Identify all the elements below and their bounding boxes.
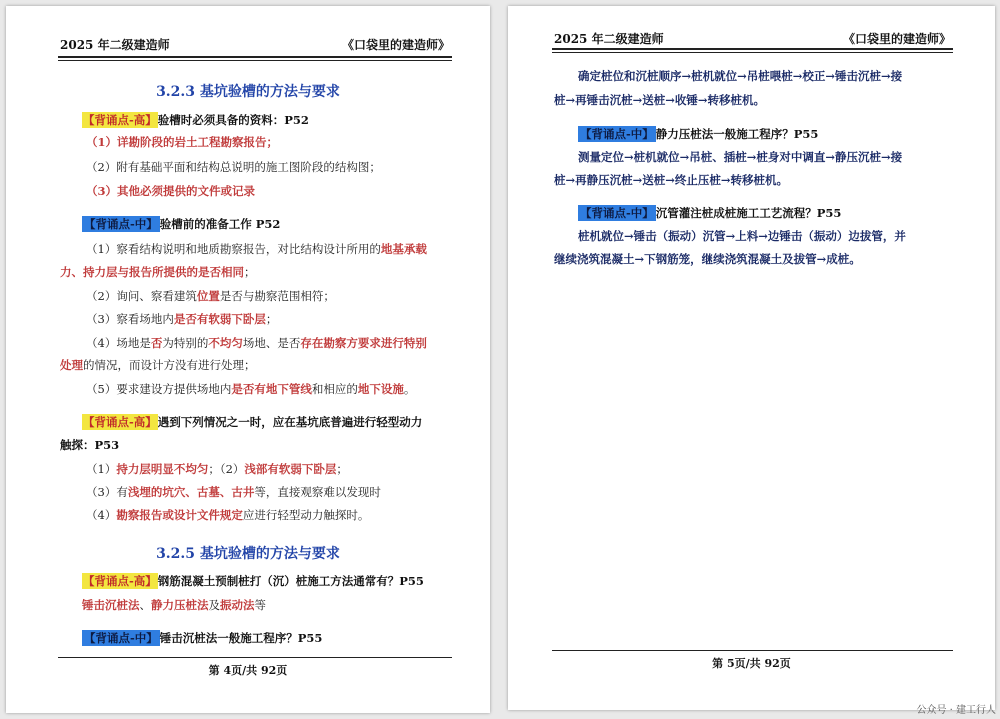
section-title-2: 3.2.5 基坑验槽的方法与要求 bbox=[156, 546, 340, 562]
priority-tag-medium: 【背诵点-中】 bbox=[84, 631, 158, 645]
list-item: （2）附有基础平面和结构总说明的施工图阶段的结构图； bbox=[86, 160, 381, 174]
list-item: （5）要求建设方提供场地内是否有地下管线和相应的地下设施。 bbox=[86, 382, 416, 396]
page-footer: 第 4页/共 92页 bbox=[208, 664, 288, 677]
priority-tag-medium: 【背诵点-中】 bbox=[84, 217, 158, 231]
paragraph-line: 桩→再锤击沉桩→送桩→收锤→转移桩机。 bbox=[554, 93, 766, 107]
priority-tag-medium: 【背诵点-中】 bbox=[580, 127, 654, 141]
list-item: （1）持力层明显不均匀；（2）浅部有软弱下卧层； bbox=[86, 462, 348, 476]
block-2-heading: 【背诵点-中】 验槽前的准备工作 P52 bbox=[84, 217, 281, 231]
block-2-heading: 【背诵点-中】 沉管灌注桩成桩施工工艺流程？P55 bbox=[580, 206, 842, 220]
block-5-heading: 【背诵点-中】 锤击沉桩法一般施工程序？P55 bbox=[84, 631, 323, 645]
list-item: （4）场地是否为特别的不均匀场地、是否存在勘察方要求进行特别 bbox=[86, 336, 427, 350]
priority-tag-high: 【背诵点-高】 bbox=[83, 574, 157, 588]
block-3-heading: 【背诵点-高】遇到下列情况之一时，应在基坑底普遍进行轻型动力 bbox=[83, 415, 423, 429]
header-rule bbox=[552, 48, 953, 50]
list-item: 力、持力层与报告所提供的是否相同； bbox=[60, 265, 256, 279]
block-3-heading-cont: 触探：P53 bbox=[60, 438, 120, 452]
list-item: （2）询问、察看建筑位置是否与勘察范围相符； bbox=[86, 289, 335, 303]
header-right: 《口袋里的建造师》 bbox=[341, 38, 450, 52]
paragraph-line: 继续浇筑混凝土→下钢筋笼，继续浇筑混凝土及拔管→成桩。 bbox=[554, 252, 861, 266]
block-4-heading: 【背诵点-高】钢筋混凝土预制桩打（沉）桩施工方法通常有？P55 bbox=[83, 574, 424, 588]
header-rule-thin bbox=[58, 60, 452, 61]
header-left: 2025 年二级建造师 bbox=[60, 38, 170, 52]
priority-tag-high: 【背诵点-高】 bbox=[83, 113, 157, 127]
list-item: 处理的情况，而设计方没有进行处理； bbox=[60, 358, 256, 372]
list-item: 锤击沉桩法、静力压桩法及振动法等 bbox=[82, 598, 266, 612]
paragraph-line: 测量定位→桩机就位→吊桩、插桩→桩身对中调直→静压沉桩→接 bbox=[578, 150, 903, 164]
paragraph-line: 桩→再静压沉桩→送桩→终止压桩→转移桩机。 bbox=[554, 173, 789, 187]
priority-tag-medium: 【背诵点-中】 bbox=[580, 206, 654, 220]
list-item: （1）察看结构说明和地质勘察报告，对比结构设计所用的地基承载 bbox=[86, 242, 427, 256]
page-5 bbox=[508, 6, 995, 710]
paragraph-line: 确定桩位和沉桩顺序→桩机就位→吊桩喂桩→校正→锤击沉桩→接 bbox=[578, 69, 903, 83]
block-1-heading: 【背诵点-高】验槽时必须具备的资料：P52 bbox=[83, 113, 309, 127]
list-item: （3）其他必须提供的文件或记录 bbox=[86, 184, 255, 198]
header-rule bbox=[58, 56, 452, 58]
list-item: （1）详勘阶段的岩土工程勘察报告； bbox=[86, 135, 278, 149]
page-4 bbox=[6, 6, 490, 713]
priority-tag-high: 【背诵点-高】 bbox=[83, 415, 157, 429]
footer-rule bbox=[58, 657, 452, 658]
list-item: （3）察看场地内是否有软弱下卧层； bbox=[86, 312, 278, 326]
header-left: 2025 年二级建造师 bbox=[554, 32, 664, 46]
header-rule-thin bbox=[552, 52, 953, 53]
watermark: 公众号 · 建工行人 bbox=[916, 705, 996, 716]
paragraph-line: 桩机就位→锤击（振动）沉管→上料→边锤击（振动）边拔管，并 bbox=[578, 229, 906, 243]
page-footer: 第 5页/共 92页 bbox=[712, 657, 791, 670]
footer-rule bbox=[552, 650, 953, 651]
list-item: （3）有浅埋的坑穴、古墓、古井等，直接观察难以发现时 bbox=[86, 485, 381, 499]
list-item: （4）勘察报告或设计文件规定应进行轻型动力触探时。 bbox=[86, 508, 370, 522]
header-right: 《口袋里的建造师》 bbox=[842, 32, 951, 46]
block-1-heading: 【背诵点-中】 静力压桩法一般施工程序？P55 bbox=[580, 127, 819, 141]
section-title: 3.2.3 基坑验槽的方法与要求 bbox=[156, 84, 340, 100]
